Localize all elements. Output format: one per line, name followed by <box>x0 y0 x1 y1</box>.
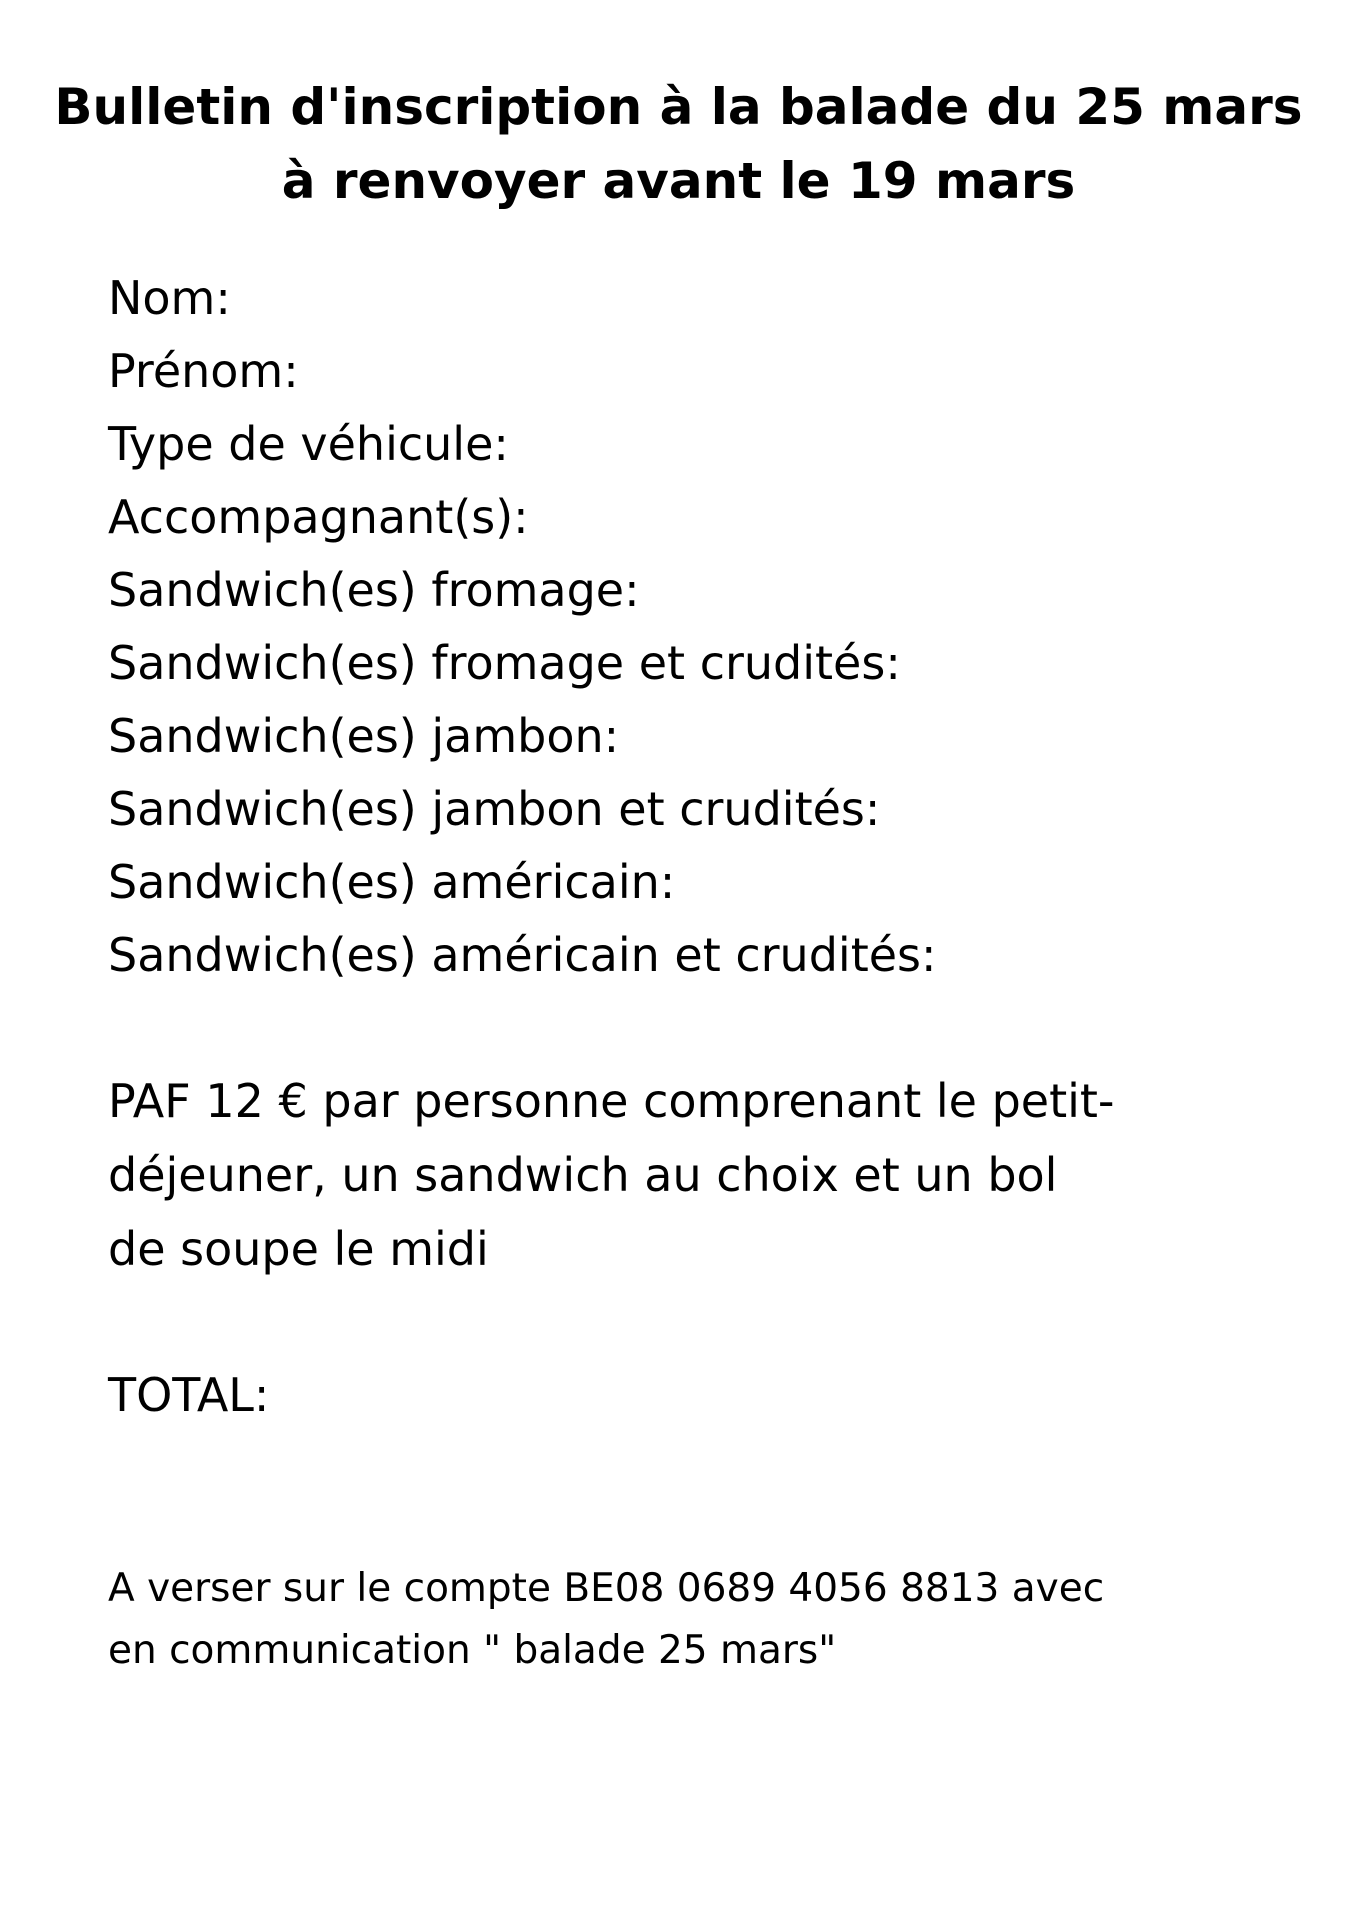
title-line-2: à renvoyer avant le 19 mars <box>281 152 1076 210</box>
page-title <box>0 70 1357 218</box>
field-label-accompagnants: Accompagnant(s): <box>108 490 529 544</box>
field-label-sandwich-jambon: Sandwich(es) jambon: <box>108 709 620 763</box>
price-line-2: déjeuner, un sandwich au choix et un bol <box>108 1148 1058 1202</box>
field-label-sandwich-americain-crudites: Sandwich(es) américain et crudités: <box>108 928 937 982</box>
field-label-sandwich-fromage-crudites: Sandwich(es) fromage et crudités: <box>108 636 901 690</box>
payment-line-1: A verser sur le compte BE08 0689 4056 8813 avec <box>108 1566 1105 1611</box>
field-label-type-vehicule: Type de véhicule: <box>108 417 509 471</box>
field-label-prenom: Prénom: <box>108 344 299 398</box>
price-line-3: de soupe le midi <box>108 1222 489 1276</box>
total-label: TOTAL: <box>108 1368 270 1422</box>
field-label-sandwich-jambon-crudites: Sandwich(es) jambon et crudités: <box>108 782 881 836</box>
form-fields-list <box>108 262 1308 992</box>
field-label-sandwich-fromage: Sandwich(es) fromage: <box>108 563 640 617</box>
price-line-1: PAF 12 € par personne comprenant le petit- <box>108 1074 1115 1128</box>
title-line-1: Bulletin d'inscription à la balade du 25 mars <box>54 78 1303 136</box>
payment-instructions <box>108 1558 1308 1682</box>
field-label-nom: Nom: <box>108 271 231 325</box>
field-label-sandwich-americain: Sandwich(es) américain: <box>108 855 676 909</box>
payment-line-2: en communication " balade 25 mars" <box>108 1628 837 1673</box>
price-description <box>108 1064 1268 1286</box>
